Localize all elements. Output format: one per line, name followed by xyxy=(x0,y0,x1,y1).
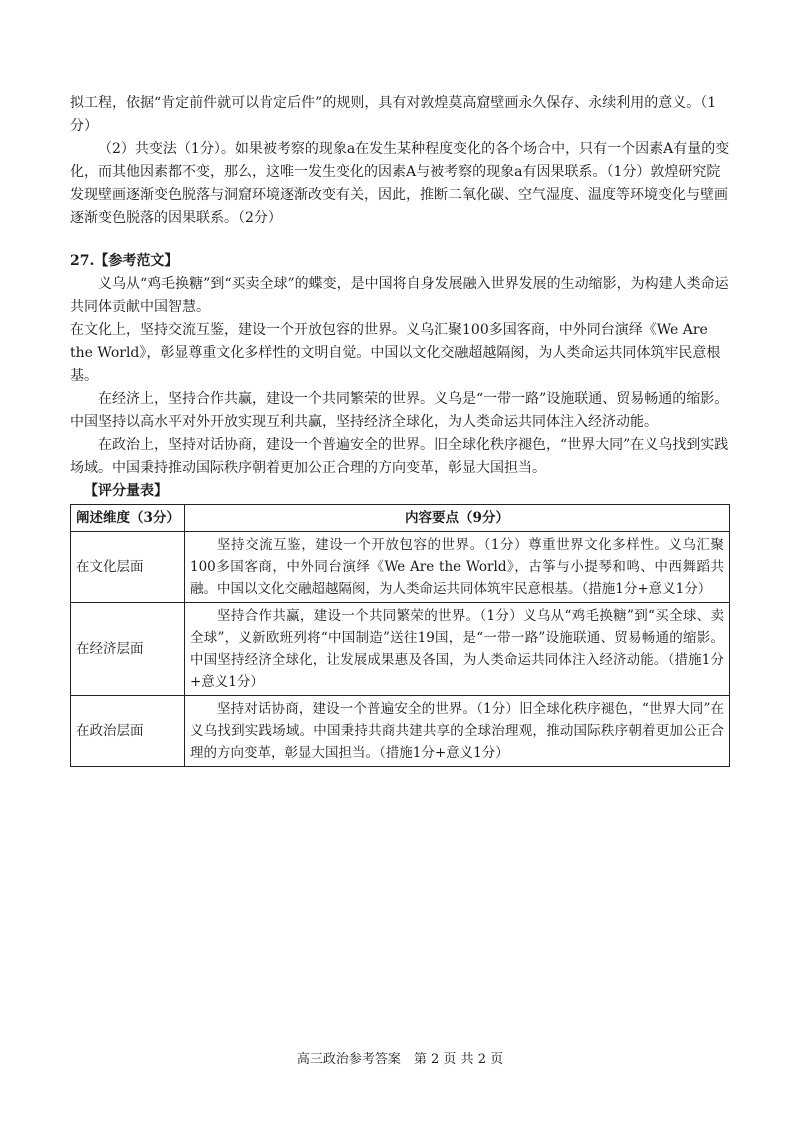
row-dimension: 在政治层面 xyxy=(71,696,185,767)
answer-page xyxy=(70,92,730,767)
header-points: 内容要点（9分） xyxy=(185,505,730,532)
rubric-title: 【评分量表】 xyxy=(84,483,168,499)
essay-politics: 在政治上，坚持对话协商，建设一个普遍安全的世界。旧全球化秩序褪色，“世界大同”在义乌找到实践场域。中国秉持推动国际秩序朝着更加公正合理的方向变革，彰显大国担当。 xyxy=(70,437,729,476)
essay-economy: 在经济上，坚持合作共赢，建设一个共同繁荣的世界。义乌是“一带一路”设施联通、贸易畅通的缩影。中国坚持以高水平对外开放实现互利共赢，坚持经济全球化，为人类命运共同体注入经济动能。 xyxy=(70,391,729,430)
table-row xyxy=(71,603,730,696)
rubric-header-row xyxy=(71,505,730,532)
section-26-paragraph-2: （2）共变法（1分）。如果被考察的现象a在发生某种程度变化的各个场合中，只有一个因素A有量的变化，而其他因素都不变，那么，这唯一发生变化的因素A与被考察的现象a有因果联系。（1分）敦煌研究院发现壁画逐渐变色脱落与洞窟环境逐渐改变有关，因此，推断二氧化碳、空气湿度、温度等环境变化与壁画逐渐变色脱落的因果联系。（2分） xyxy=(70,141,730,226)
section-27-heading: 27.【参考范文】 xyxy=(70,253,179,269)
row-content: 坚持合作共赢，建设一个共同繁荣的世界。（1分）义乌从“鸡毛换糖”到“买全球、卖全球”，义新欧班列将“中国制造”送往19国，是“一带一路”设施联通、贸易畅通的缩影。中国坚持经济全球化，让发展成果惠及各国，为人类命运共同体注入经济动能。（措施1分+意义1分） xyxy=(185,603,730,696)
essay-intro: 义乌从“鸡毛换糖”到“买卖全球”的蝶变，是中国将自身发展融入世界发展的生动缩影，为构建人类命运共同体贡献中国智慧。 xyxy=(70,276,729,315)
page-footer: 高三政治参考答案 第 2 页 共 2 页 xyxy=(296,1052,504,1067)
row-content: 坚持交流互鉴，建设一个开放包容的世界。（1分）尊重世界文化多样性。义乌汇聚100多国客商，中外同台演绎《We Are the World》，古筝与小提琴和鸣、中西舞蹈共融。中国以文化交融超越隔阂，为人类命运共同体筑牢民意根基。（措施1分+意义1分） xyxy=(185,532,730,603)
header-dimension: 阐述维度（3分） xyxy=(71,505,185,532)
row-content: 坚持对话协商，建设一个普遍安全的世界。（1分）旧全球化秩序褪色，“世界大同”在义乌找到实践场域。中国秉持共商共建共享的全球治理观，推动国际秩序朝着更加公正合理的方向变革，彰显大国担当。（措施1分+意义1分） xyxy=(185,696,730,767)
table-row xyxy=(71,696,730,767)
row-dimension: 在经济层面 xyxy=(71,603,185,696)
section-27 xyxy=(70,250,730,767)
essay-culture: 在文化上，坚持交流互鉴，建设一个开放包容的世界。义乌汇聚100多国客商，中外同台演绎《We Are the World》，彰显尊重文化多样性的文明自觉。中国以文化交融超越隔阂，为人类命运共同体筑牢民意根基。 xyxy=(70,322,721,384)
rubric-table xyxy=(70,504,730,767)
section-26 xyxy=(70,92,730,230)
section-26-paragraph-1: 拟工程，依据“肯定前件就可以肯定后件”的规则，具有对敦煌莫高窟壁画永久保存、永续利用的意义。（1分） xyxy=(70,95,717,134)
table-row xyxy=(71,532,730,603)
row-dimension: 在文化层面 xyxy=(71,532,185,603)
